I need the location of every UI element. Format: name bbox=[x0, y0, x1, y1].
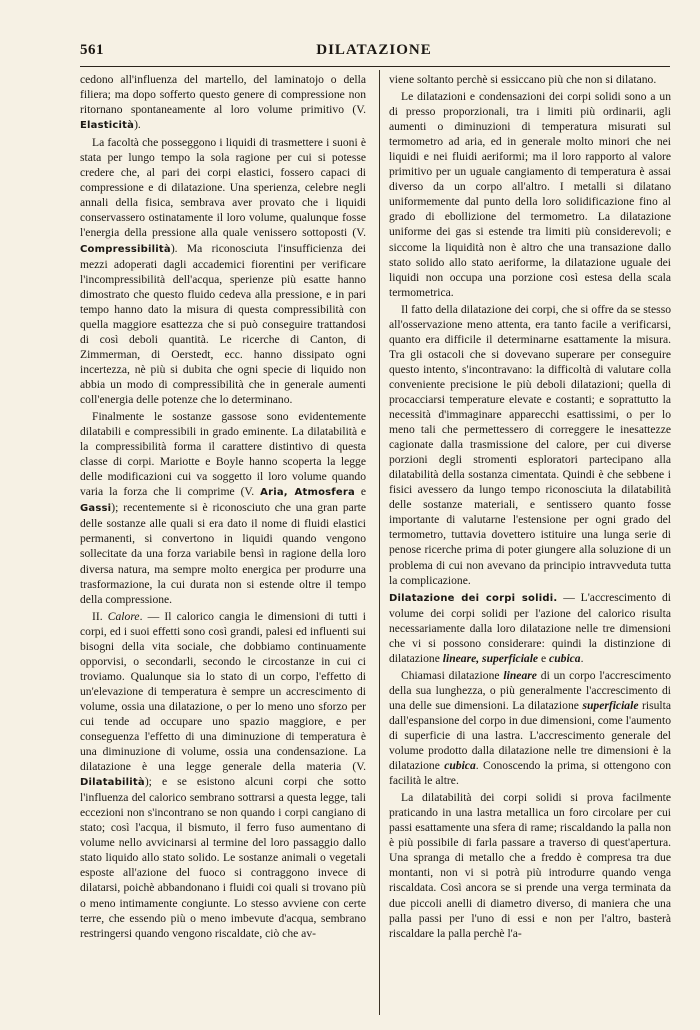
paragraph bbox=[389, 72, 671, 87]
emphasis: cubica bbox=[444, 759, 476, 773]
cross-reference: Gassi bbox=[80, 503, 112, 515]
text-run: cedono all'influenza del martello, del laminatojo o della filiera; ma dopo sofferto questo genere di compressione non ritornano spontaneamente al loro volume primitivo (V. bbox=[80, 73, 366, 117]
cross-reference: Compressibilità bbox=[80, 243, 171, 255]
emphasis: cubica bbox=[549, 651, 581, 665]
text-run: di un corpo l'accrescimento della sua lunghezza, o più generalmente l'accrescimento di una delle sue dimensioni. La dilatazione bbox=[389, 668, 672, 712]
paragraph bbox=[80, 135, 366, 407]
text-run: Il fatto della dilatazione dei corpi, che si offre da se stesso all'osservazione meno attenta, era tanto facile a verificarsi, quanto era difficile il determinarne esattamente la misura. Tra gli ostacoli che si dovevano superare per conseguire questo intento, s'incontravano: la difficoltà di valutare colla conveniente precisione le più deboli dilatazioni; quella di procacciarsi temperature elevate e costanti; e soprattutto la necessità d'immaginare apparecchi esattissimi, o per lo meno tali che permettessero di correggere le inesattezze cagionate dalla trasmissione del calore, per cui diverse porzioni degli stromenti esploratori partecipano alla dilatabilità della sostanza cimentata. Quindi è che sebbene i fisici avessero da lungo tempo riconosciuta la dilatabilità delle sostanze materiali, e sentissero quanto fosse importante di valutarne l'estensione per ogni grado del termometro, tuttavia dovettero istituire una lunga serie di penose ricerche prima di poter giungere alla soluzione di un problema di cui non avevano da principio intravveduta tutta la complicazione. bbox=[389, 302, 671, 587]
text-run: — L'accrescimento di volume dei corpi solidi per l'azione del calorico risulta necessariamente dalla loro dilatazione nelle tre dimensioni che vi si possono considerare: quindi la distinzione di dilatazione bbox=[389, 590, 671, 665]
text-run: . Conoscendo la prima, si ottengono con facilità le altre. bbox=[389, 759, 671, 788]
text-run: ); recentemente si è riconosciuto che una gran parte delle sostanze alle quali si era dato il nome di fluidi elastici permanenti, si convertono in liquidi quando vengono sollecitate da una forza variabile bensì in ragione della loro diversa natura, ma sempre molto energica per produrre una trasformazione, la cui durata non si estende oltre il tempo della compressione. bbox=[80, 501, 366, 606]
text-run: Chiamasi dilatazione bbox=[401, 668, 504, 682]
text-run: e bbox=[354, 485, 366, 499]
text-run: II. bbox=[92, 609, 108, 623]
emphasis: lineare, superficiale bbox=[442, 651, 539, 665]
text-run: ). bbox=[134, 118, 141, 132]
paragraph bbox=[389, 668, 671, 788]
paragraph bbox=[389, 790, 671, 940]
text-run: e bbox=[538, 651, 550, 665]
paragraph bbox=[80, 409, 366, 607]
text-run: La dilatabilità dei corpi solidi si prova facilmente praticando in una lastra metallica un foro circolare per cui passi esattamente una sfera di rame; riscaldando la palla non è più possibile di farla passare a traverso di quest'apertura. Una spranga di metallo che a freddo è compresa tra due montanti, non vi si potrà più introdurre quando venga riscaldata. Così ancora se si prende una verga terminata da due piccoli anelli di diametro diverso, di maniera che una palla passi per l'uno di essi e non per l'altro, basterà riscaldare la palla perchè l'a- bbox=[389, 791, 671, 940]
text-run: . — Il calorico cangia le dimensioni di tutti i corpi, ed i suoi effetti sono così grandi, palesi ed influenti sui bisogni della vita sociale, che dobbiamo continuamente opporvisi, o secondarli, secondo le circostanze in cui ci troviamo. Qualunque sia lo stato di un corpo, l'effetto di un'elevazione di temperatura è sempre un accrescimento di volume, ossia una dilatazione, o per lo meno uno sforzo per cui tende ad occupare uno spazio maggiore, e per conseguenza l'effetto di una diminuzione di temperatura è una diminuzione di volume, ossia una condensazione. La dilatazione è una legge generale della materia (V. bbox=[80, 609, 366, 774]
paragraph bbox=[389, 302, 671, 588]
right-column bbox=[389, 72, 671, 941]
left-column bbox=[80, 72, 366, 941]
text-run: ). Ma riconosciuta l'insufficienza dei mezzi adoperati dagli accademici fiorentini per verificare l'incompressibilità dell'acqua, sperienze più esatte hanno dimostrato che questo fluido cedeva alla pressione, e in pari tempo hanno dato la misura di questa compressibilità con quella maggiore esattezza che si può conseguire trattandosi di così deboli quantità. Le ricerche di Canton, di Zimmerman, di Oerstedt, ecc. hanno dissipato ogni incertezza, nè più si dubita che ogni specie di liquido non abbia un modo di compressibilità che in generale aumenti coll'energia delle potenze che lo determinano. bbox=[80, 241, 366, 406]
text-run: viene soltanto perchè si essiccano più che non si dilatano. bbox=[389, 73, 657, 86]
emphasis: superficiale bbox=[582, 698, 639, 712]
running-title: DILATAZIONE bbox=[316, 42, 432, 58]
paragraph bbox=[389, 590, 671, 666]
header-rule bbox=[80, 66, 670, 67]
paragraph bbox=[80, 72, 366, 133]
cross-reference: Aria, Atmosfera bbox=[260, 487, 355, 499]
paragraph bbox=[80, 609, 366, 941]
emphasis: lineare bbox=[503, 668, 537, 682]
emphasis: Calore bbox=[107, 609, 140, 623]
text-run: risulta dall'espansione del corpo in due dimensioni, come l'aumento di superficie di una lastra. L'accrescimento generale del volume prodotto dalla dilatazione nelle tre dimensioni è la dilatazione bbox=[389, 698, 671, 773]
text-run: Le dilatazioni e condensazioni dei corpi solidi sono a un di presso proporzionali, tra i limiti più ordinarii, agli aumenti o diminuzioni di temperatura misurati sul termometro ad aria, ed in generale molto minori che nei liquidi e nei fluidi aeriformi; ma il loro rapporto al valore primitivo per un uguale cangiamento di temperatura è assai diverso da un corpo all'altro. I metalli si dilatano uniformemente dal punto della loro solidificazione fino al grado di ebollizione del termometro. La dilatazione uniforme dei gas si estende tra limiti più considerevoli; e siccome la liquidità non è altro che una transazione dallo stato solido allo stato aeriforme, la dilatazione uguale dei liquidi non occupa una porzione così estesa della scala termometrica. bbox=[389, 90, 671, 299]
text-run: La facoltà che posseggono i liquidi di trasmettere i suoni è stata per lungo tempo la sola ragione per cui si potesse credere che, al pari dei corpi elastici, fossero capaci di compressione e di dilatazione. Una sperienza, celebre negli annali della fisica, sembrava aver provato che i liquidi conservassero ostinatamente il loro volume, qualunque fosse l'energia della pressione alla quale venissero sottoposti (V. bbox=[80, 136, 366, 240]
cross-reference: Dilatabilità bbox=[80, 777, 145, 789]
text-run: . bbox=[580, 651, 584, 665]
page-number: 561 bbox=[80, 42, 104, 58]
column-divider bbox=[379, 70, 380, 1015]
cross-reference: Elasticità bbox=[80, 120, 135, 132]
text-run: Finalmente le sostanze gassose sono evidentemente dilatabili e compressibili in grado eminente. La dilatabilità e la compressibilità forma il carattere distintivo di questa classe di corpi. Mariotte e Boyle hanno scoperta la legge delle modificazioni cui va soggetto il loro volume quando varia la forza che li comprime (V. bbox=[80, 410, 366, 499]
paragraph bbox=[389, 89, 671, 300]
text-run: ); e se esistono alcuni corpi che sotto l'influenza del calorico sembrano sottrarsi a questa legge, tali eccezioni non s'incontrano se non quando i corpi cangiano di stato; così l'acqua, il bismuto, il ferro fuso aumentano di volume nello avvicinarsi al termine del loro passaggio dallo stato liquido allo stato solido. Le sostanze animali o vegetali esposte all'azione del fuoco si contraggono invece di dilatarsi, poichè abbandonano i fluidi coi quali si trovano più o meno intimamente congiunte. Lo stesso avviene con certe terre, che essendo più o meno imbevute d'acqua, sembrano restringersi quando vengono riscaldate, ciò che av- bbox=[80, 775, 366, 940]
page-header bbox=[80, 42, 668, 62]
cross-reference: Dilatazione dei corpi solidi. bbox=[389, 592, 558, 604]
